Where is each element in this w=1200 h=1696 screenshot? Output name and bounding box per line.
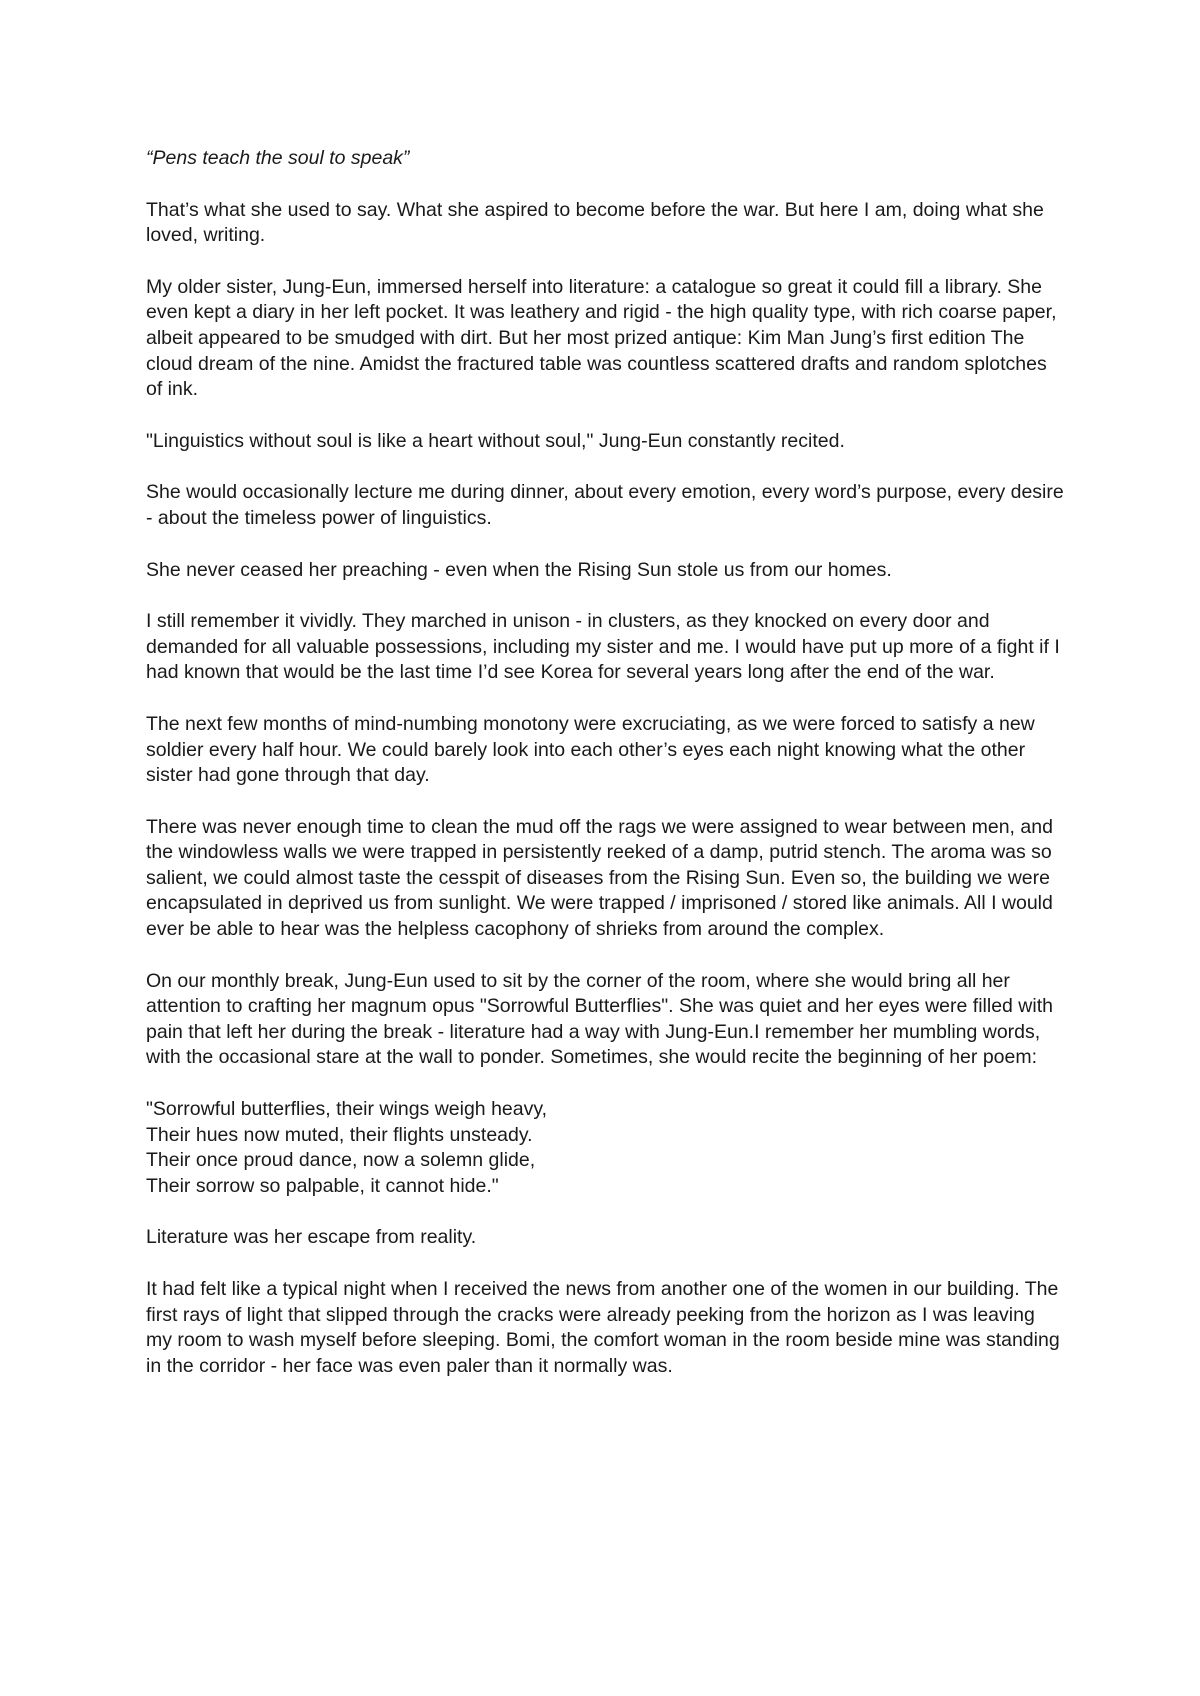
paragraph: There was never enough time to clean the mud off the rags we were assigned to wear between men, and the windowless walls we were trapped in persistently reeked of a damp, putrid stench. The aroma was so salient, we could almost taste the cesspit of diseases from the Rising Sun. Even so, the building we were encapsulated in deprived us from sunlight. We were trapped / imprisoned / stored like animals. All I would ever be able to hear was the helpless cacophony of shrieks from around the complex. (146, 815, 1053, 941)
document-body (146, 146, 1066, 1405)
poem-line: "Sorrowful butterflies, their wings weigh heavy, (146, 1098, 548, 1121)
paragraph: The next few months of mind-numbing monotony were excruciating, as we were forced to satisfy a new soldier every half hour. We could barely look into each other’s eyes each night knowing what the other sister had gone through that day. (146, 712, 1035, 787)
paragraph: On our monthly break, Jung-Eun used to sit by the corner of the room, where she would bring all her attention to crafting her magnum opus "Sorrowful Butterflies". She was quiet and her eyes were filled with pain that left her during the break - literature had a way with Jung-Eun.I remember her mumbling words, with the occasional stare at the wall to ponder. Sometimes, she would recite the beginning of her poem: (146, 969, 1053, 1069)
paragraph: She never ceased her preaching - even when the Rising Sun stole us from our homes. (146, 558, 892, 581)
paragraph: "Linguistics without soul is like a heart without soul," Jung-Eun constantly recited. (146, 429, 845, 452)
epigraph: “Pens teach the soul to speak” (146, 147, 410, 169)
paragraph: I still remember it vividly. They marched in unison - in clusters, as they knocked on every door and demanded for all valuable possessions, including my sister and me. I would have put up more of a fight if I had known that would be the last time I’d see Korea for several years long after the end of the war. (146, 610, 1060, 684)
poem-stanza (146, 1097, 1066, 1199)
paragraph: That’s what she used to say. What she aspired to become before the war. But here I am, doing what she loved, writing. (146, 198, 1044, 247)
poem-line: Their sorrow so palpable, it cannot hide." (146, 1174, 499, 1197)
poem-line: Their once proud dance, now a solemn glide, (146, 1149, 536, 1172)
paragraph: She would occasionally lecture me during dinner, about every emotion, every word’s purpose, every desire - about the timeless power of linguistics. (146, 481, 1064, 529)
paragraph: It had felt like a typical night when I received the news from another one of the women in our building. The first rays of light that slipped through the cracks were already peeking from the horizon as I was leaving my room to wash myself before sleeping. Bomi, the comfort woman in the room beside mine was standing in the corridor - her face was even paler than it normally was. (146, 1278, 1060, 1377)
paragraph: My older sister, Jung-Eun, immersed herself into literature: a catalogue so great it could fill a library. She even kept a diary in her left pocket. It was leathery and rigid - the high quality type, with rich coarse paper, albeit appeared to be smudged with dirt. But her most prized antique: Kim Man Jung’s first edition The cloud dream of the nine. Amidst the fractured table was countless scattered drafts and random splotches of ink. (146, 275, 1057, 401)
poem-line: Their hues now muted, their flights unsteady. (146, 1123, 533, 1146)
paragraph: Literature was her escape from reality. (146, 1226, 477, 1249)
